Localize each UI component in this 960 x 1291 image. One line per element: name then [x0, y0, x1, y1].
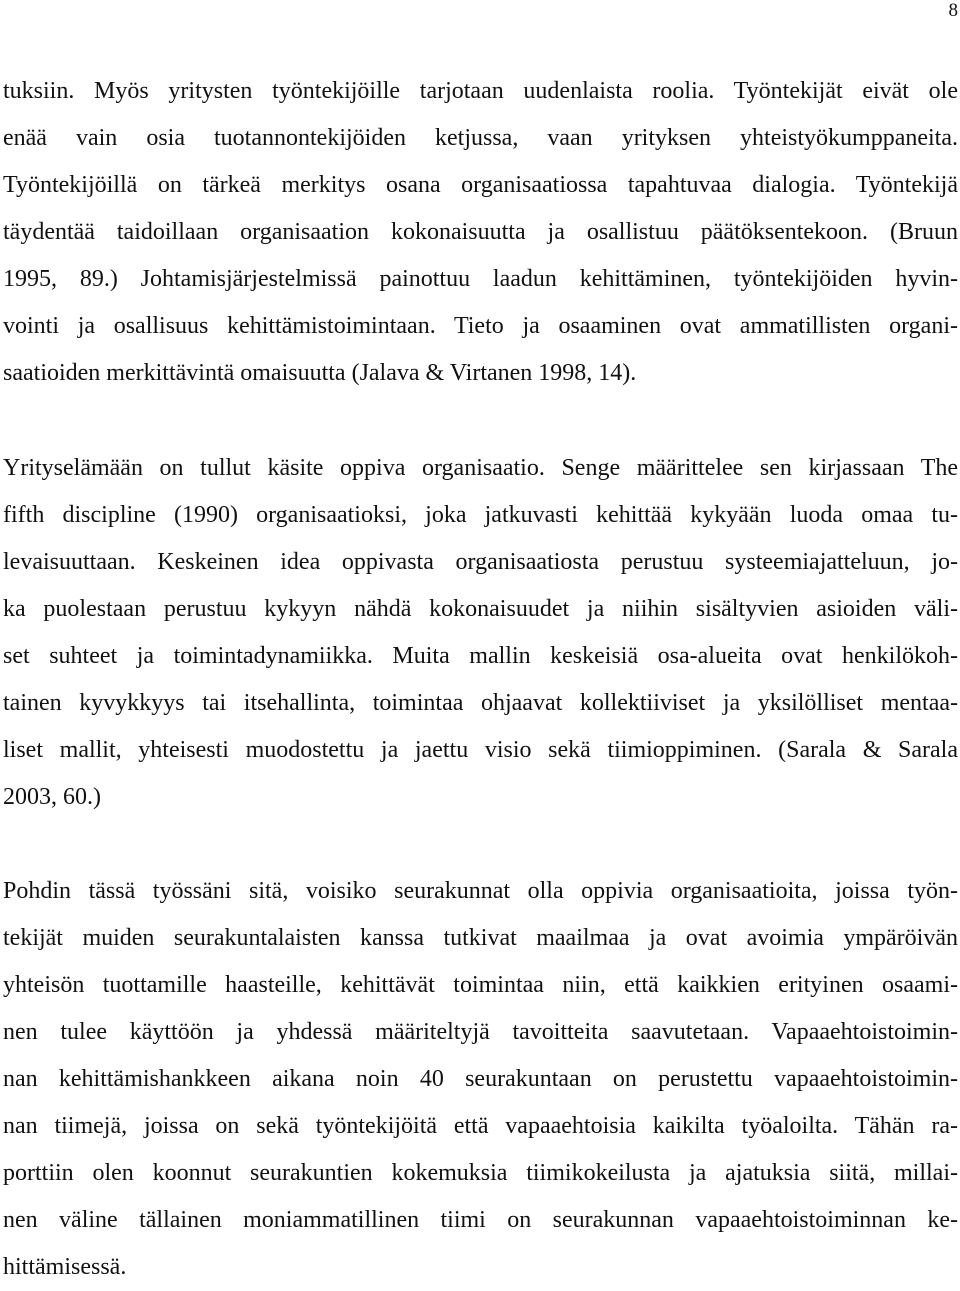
body-text: [3, 68, 958, 1291]
text-line: 1995, 89.) Johtamisjärjestelmissä painottuu laadun kehittäminen, työntekijöiden hyvin-: [3, 266, 958, 292]
paragraph-spacer: [3, 821, 958, 868]
paragraph-spacer: [3, 397, 958, 445]
text-line: Pohdin tässä työssäni sitä, voisiko seurakunnat olla oppivia organisaatioita, joissa työn-: [3, 878, 958, 904]
text-line: Yrityselämään on tullut käsite oppiva organisaatio. Senge määrittelee sen kirjassaan The: [3, 455, 958, 481]
paragraph-2: [3, 445, 958, 821]
text-line: tekijät muiden seurakuntalaisten kanssa tutkivat maailmaa ja ovat avoimia ympäröivän: [3, 925, 958, 951]
paragraph-3: [3, 868, 958, 1291]
text-line: set suhteet ja toimintadynamiikka. Muita mallin keskeisiä osa-alueita ovat henkilökoh-: [3, 643, 958, 669]
text-line: nan kehittämishankkeen aikana noin 40 seurakuntaan on perustettu vapaaehtoistoimin-: [3, 1066, 958, 1092]
text-line: levaisuuttaan. Keskeinen idea oppivasta organisaatiosta perustuu systeemiajatteluun, jo-: [3, 549, 958, 575]
text-line: fifth discipline (1990) organisaatioksi, joka jatkuvasti kehittää kykyään luoda omaa tu-: [3, 502, 958, 528]
text-line: vointi ja osallisuus kehittämistoimintaan. Tieto ja osaaminen ovat ammatillisten organi-: [3, 313, 958, 339]
text-line: Työntekijöillä on tärkeä merkitys osana organisaatiossa tapahtuvaa dialogia. Työntekijä: [3, 172, 958, 198]
text-line: nen väline tällainen moniammatillinen tiimi on seurakunnan vapaaehtoistoiminnan ke-: [3, 1207, 958, 1233]
text-line: tuksiin. Myös yritysten työntekijöille tarjotaan uudenlaista roolia. Työntekijät eivät ole: [3, 78, 958, 104]
text-line: saatioiden merkittävintä omaisuutta (Jalava & Virtanen 1998, 14).: [3, 360, 637, 386]
text-line: ka puolestaan perustuu kykyyn nähdä kokonaisuudet ja niihin sisältyvien asioiden väli-: [3, 596, 958, 622]
text-line: yhteisön tuottamille haasteille, kehittävät toimintaa niin, että kaikkien erityinen osaami-: [3, 972, 958, 998]
text-line: hittämisessä.: [3, 1254, 127, 1280]
text-line: 2003, 60.): [3, 784, 101, 810]
page-number: 8: [948, 0, 958, 21]
text-line: porttiin olen koonnut seurakuntien kokemuksia tiimikokeilusta ja ajatuksia siitä, millai-: [3, 1160, 958, 1186]
text-line: liset mallit, yhteisesti muodostettu ja jaettu visio sekä tiimioppiminen. (Sarala & Sarala: [3, 737, 958, 763]
text-line: nen tulee käyttöön ja yhdessä määriteltyjä tavoitteita saavutetaan. Vapaaehtoistoimin-: [3, 1019, 958, 1045]
paragraph-1: [3, 68, 958, 397]
text-line: enää vain osia tuotannontekijöiden ketjussa, vaan yrityksen yhteistyökumppaneita.: [3, 125, 958, 151]
text-line: nan tiimejä, joissa on sekä työntekijöitä että vapaaehtoisia kaikilta työaloilta. Tähän ra-: [3, 1113, 958, 1139]
text-line: tainen kyvykkyys tai itsehallinta, toimintaa ohjaavat kollektiiviset ja yksilölliset mentaa-: [3, 690, 958, 716]
text-line: täydentää taidoillaan organisaation kokonaisuutta ja osallistuu päätöksentekoon. (Bruun: [3, 219, 958, 245]
